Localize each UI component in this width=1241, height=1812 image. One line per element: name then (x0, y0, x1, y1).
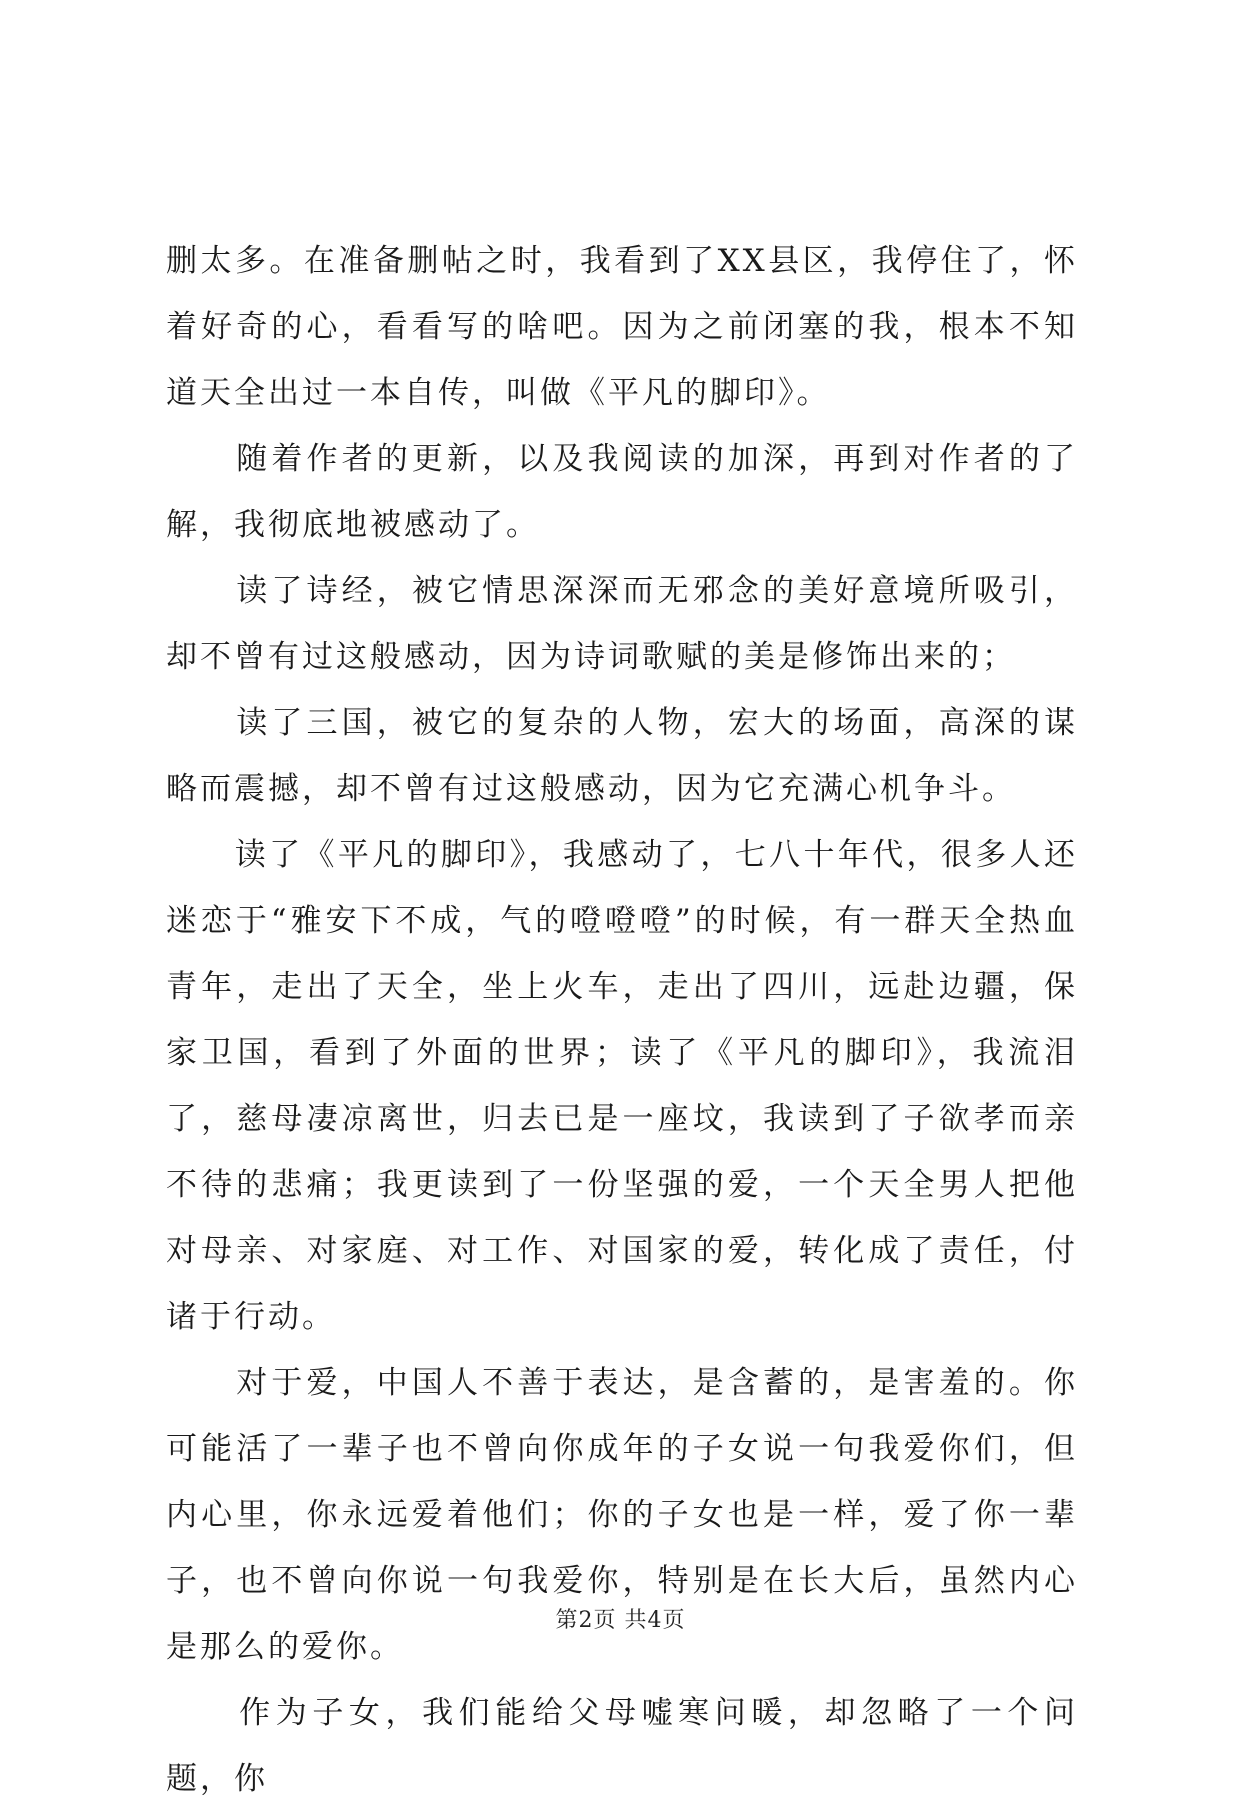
paragraph: 读了诗经，被它情思深深而无邪念的美好意境所吸引，却不曾有过这般感动，因为诗词歌赋的美是修饰出来的； (166, 573, 1078, 675)
paragraph: 随着作者的更新，以及我阅读的加深，再到对作者的了解，我彻底地被感动了。 (166, 441, 1078, 543)
paragraph: 读了《平凡的脚印》，我感动了，七八十年代，很多人还迷恋于“雅安下不成，气的噔噔噔”的时候，有一群天全热血青年，走出了天全，坐上火车，走出了四川，远赴边疆，保家卫国，看到了外面的世界；读了《平凡的脚印》，我流泪了，慈母凄凉离世，归去已是一座坟，我读到了子欲孝而亲不待的悲痛；我更读到了一份坚强的爱，一个天全男人把他对母亲、对家庭、对工作、对国家的爱，转化成了责任，付诸于行动。 (166, 837, 1078, 1335)
paragraph: 读了三国，被它的复杂的人物，宏大的场面，高深的谋略而震撼，却不曾有过这般感动，因为它充满心机争斗。 (166, 705, 1078, 807)
paragraph: 作为子女，我们能给父母嘘寒问暖，却忽略了一个问题，你 (166, 1695, 1078, 1797)
page-footer: 第2页 共4页 (555, 1608, 686, 1633)
document-body (166, 228, 1078, 1812)
paragraph: 删太多。在准备删帖之时，我看到了XX县区，我停住了，怀着好奇的心，看看写的啥吧。因为之前闭塞的我，根本不知道天全出过一本自传，叫做《平凡的脚印》。 (166, 243, 1078, 411)
paragraph: 对于爱，中国人不善于表达，是含蓄的，是害羞的。你可能活了一辈子也不曾向你成年的子女说一句我爱你们，但内心里，你永远爱着他们；你的子女也是一样，爱了你一辈子，也不曾向你说一句我爱你，特别是在长大后，虽然内心是那么的爱你。 (166, 1365, 1078, 1665)
